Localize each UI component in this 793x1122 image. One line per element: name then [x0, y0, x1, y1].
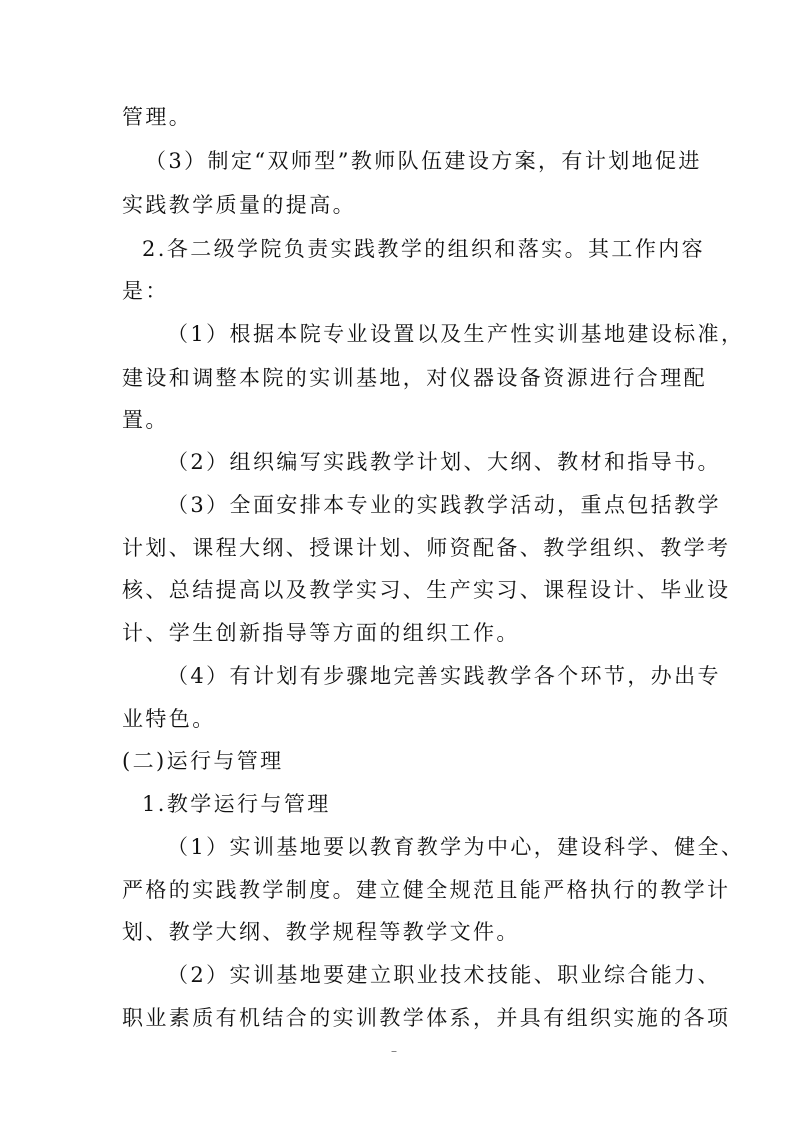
text-line: （3）制定“双师型”教师队伍建设方案，有计划地促进: [145, 149, 702, 173]
text-line: （2）组织编写实践教学计划、大纲、教材和指导书。: [167, 450, 721, 474]
text-line: 管理。: [122, 105, 193, 129]
text-line: （2）实训基地要建立职业技术技能、职业综合能力、: [167, 963, 721, 987]
text-line: 划、教学大纲、教学规程等教学文件。: [122, 920, 520, 944]
text-line: 实践教学质量的提高。: [122, 193, 356, 217]
text-line: 2.各二级学院负责实践教学的组织和落实。其工作内容: [142, 237, 706, 261]
text-line: (二)运行与管理: [122, 749, 284, 773]
text-line: （3）全面安排本专业的实践教学活动，重点包括教学: [167, 493, 721, 517]
text-line: 业特色。: [122, 707, 216, 731]
text-line: 职业素质有机结合的实训教学体系，并具有组织实施的各项: [122, 1006, 731, 1030]
text-line: （1）实训基地要以教育教学为中心，建设科学、健全、: [167, 835, 745, 859]
text-line: 建设和调整本院的实训基地，对仪器设备资源进行合理配: [122, 366, 707, 390]
text-line: 置。: [122, 408, 169, 432]
text-line: 计、学生创新指导等方面的组织工作。: [122, 621, 520, 645]
text-line: 核、总结提高以及教学实习、生产实习、课程设计、毕业设: [122, 578, 731, 602]
text-line: 是：: [122, 279, 169, 303]
text-line: 计划、课程大纲、授课计划、师资配备、教学组织、教学考: [122, 536, 731, 560]
text-line: 1.教学运行与管理: [142, 792, 331, 816]
text-line: （1）根据本院专业设置以及生产性实训基地建设标准，: [167, 322, 745, 346]
page-footer-mark: –: [391, 1044, 397, 1058]
text-line: 严格的实践教学制度。建立健全规范且能严格执行的教学计: [122, 878, 731, 902]
text-line: （4）有计划有步骤地完善实践教学各个环节，办出专: [167, 664, 721, 688]
